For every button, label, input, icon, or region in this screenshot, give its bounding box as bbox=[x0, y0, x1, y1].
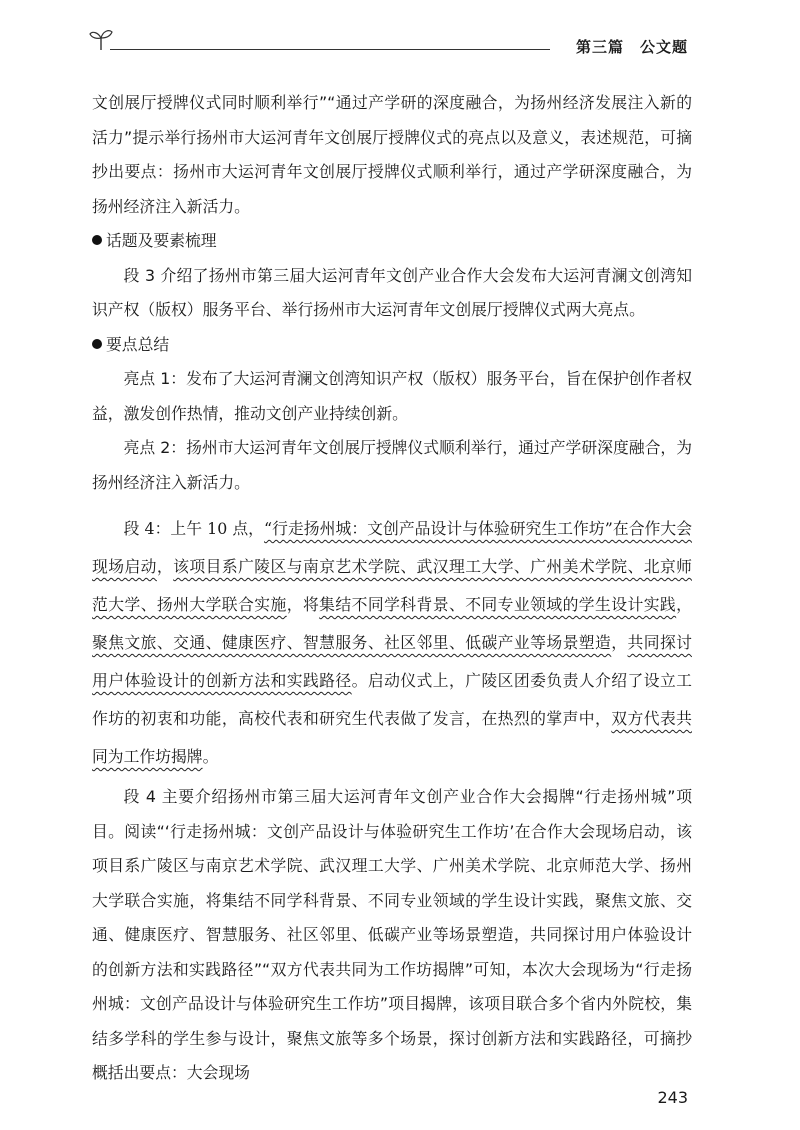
paragraph-highlight-1: 亮点 1：发布了大运河青澜文创湾知识产权（版权）服务平台，旨在保护创作者权益，激发创作热情，推动文创产业持续创新。 bbox=[92, 369, 692, 423]
paragraph-section3: 段 3 介绍了扬州市第三届大运河青年文创产业合作大会发布大运河青澜文创湾知识产权（版权）服务平台、举行扬州市大运河青年文创展厅授牌仪式两大亮点。 bbox=[92, 265, 692, 319]
quote-text: 。启动仪式上，广陵区团委负责人介绍了设立工作坊的初衷和功能，高校代表和研究生代表做了发言，在热烈的掌声中， bbox=[92, 671, 692, 728]
quote-text: ，将 bbox=[286, 595, 320, 614]
quote-underlined: 聚焦文旅、交通、健康医疗、智慧服务、社区邻里、低碳产业等场景塑造 bbox=[92, 633, 612, 652]
quote-underlined: “行走扬州城：文创产品设计与体验研究生工作坊”在合作大会现场启动 bbox=[92, 519, 693, 576]
page-body bbox=[92, 86, 692, 1091]
quote-underlined: 共同探讨用户体验设计的创新方法和实践路径 bbox=[92, 633, 692, 690]
section-title: 第三篇 公文题 bbox=[575, 38, 688, 56]
paragraph-section4-analysis: 段 4 主要介绍扬州市第三届大运河青年文创产业合作大会揭牌“行走扬州城”项目。阅读“‘行走扬州城：文创产品设计与体验研究生工作坊’在合作大会现场启动，该项目系广陵区与南京艺术学院、武汉理工大学、广州美术学院、北京师范大学、扬州大学联合实施，将集结不同学科背景、不同专业领域的学生设计实践，聚焦文旅、交通、健康医疗、智慧服务、社区邻里、低碳产业等场景塑造，共同探讨用户体验设计的创新方法和实践路径”“双方代表共同为工作坊揭牌”可知，本次大会现场为“行走扬州城：文创产品设计与体验研究生工作坊”项目揭牌，该项目联合多个省内外院校，集结多学科的学生参与设计，聚焦文旅等多个场景，探讨创新方法和实践路径，可摘抄概括出要点：大会现场 bbox=[92, 787, 692, 1082]
bullet-heading-label: 话题及要素梳理 bbox=[106, 231, 217, 250]
quote-underlined: 该项目系广陵区与南京艺术学院、武汉理工大学、广州美术学院、北京师范大学、扬州大学联合实施 bbox=[92, 557, 692, 614]
quoted-passage-section4 bbox=[92, 510, 692, 776]
bullet-dot-icon bbox=[92, 339, 102, 349]
quote-text: 。 bbox=[202, 747, 219, 766]
header-rule bbox=[110, 49, 550, 50]
quote-text: ， bbox=[156, 557, 174, 576]
paragraph-continuation: 文创展厅授牌仪式同时顺利举行”“通过产学研的深度融合，为扬州经济发展注入新的活力”提示举行扬州市大运河青年文创展厅授牌仪式的亮点以及意义，表述规范，可摘抄出要点：扬州市大运河青年文创展厅授牌仪式顺利举行，通过产学研深度融合，为扬州经济注入新活力。 bbox=[92, 93, 692, 216]
quote-text: 段 4：上午 10 点， bbox=[123, 519, 265, 538]
quote-underlined: 集结不同学科背景、不同专业领域的学生设计实践 bbox=[319, 595, 677, 614]
page-number: 243 bbox=[657, 1088, 688, 1107]
quote-text: ， bbox=[611, 633, 628, 652]
paragraph-highlight-2: 亮点 2：扬州市大运河青年文创展厅授牌仪式顺利举行，通过产学研深度融合，为扬州经济注入新活力。 bbox=[92, 438, 692, 492]
bullet-heading-label: 要点总结 bbox=[106, 334, 170, 354]
quote-underlined: 双方代表共同为工作坊揭牌 bbox=[92, 709, 692, 766]
quote-text: ， bbox=[676, 595, 692, 614]
page-header bbox=[88, 22, 688, 58]
bullet-dot-icon bbox=[92, 235, 102, 245]
bullet-heading-summary bbox=[92, 328, 692, 363]
bullet-heading-topic bbox=[92, 224, 692, 259]
